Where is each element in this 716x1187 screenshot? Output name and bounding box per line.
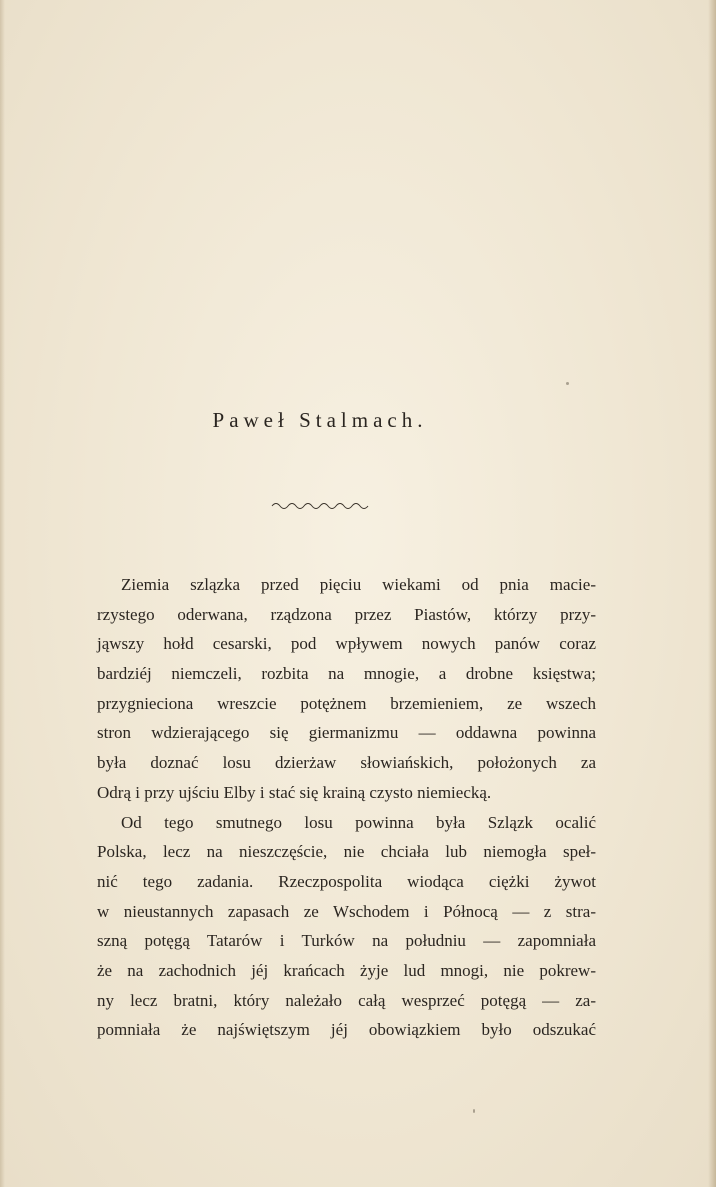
- text-line: pomniała że najświętszym jéj obowiązkiem było odszukać: [97, 1020, 596, 1040]
- text-line: bardziéj niemczeli, rozbita na mnogie, a drobne księstwa;: [97, 664, 596, 684]
- paper-speck: [566, 382, 569, 385]
- page-right-edge: [708, 0, 716, 1187]
- text-line: rzystego oderwana, rządzona przez Piastów, którzy przy-: [97, 604, 596, 624]
- wavy-line-ornament: [270, 499, 370, 513]
- text-line: Ziemia szlązka przed pięciu wiekami od pnia macie-: [121, 575, 596, 594]
- text-line: stron wdzierającego się giermanizmu — oddawna powinna: [97, 723, 596, 743]
- text-line: w nieustannych zapasach ze Wschodem i Północą — z stra-: [97, 901, 596, 921]
- text-line: Odrą i przy ujściu Elby i stać się krainą czysto niemiecką.: [97, 782, 492, 802]
- text-line: przygnieciona wreszcie potężnem brzemieniem, ze wszech: [97, 693, 596, 713]
- text-line: szną potęgą Tatarów i Turków na południu — zapomniała: [97, 931, 596, 951]
- text-line: nić tego zadania. Rzeczpospolita wiodąca ciężki żywot: [97, 871, 596, 891]
- paper-speck: [473, 1109, 475, 1113]
- chapter-title: Paweł Stalmach.: [212, 408, 428, 432]
- text-line: że na zachodnich jéj krańcach żyje lud mnogi, nie pokrew-: [97, 960, 596, 980]
- body-text: [97, 570, 596, 1045]
- text-line: była doznać losu dzierżaw słowiańskich, położonych za: [97, 753, 596, 773]
- text-line: Polska, lecz na nieszczęście, nie chciała lub niemogła speł-: [97, 842, 596, 862]
- text-line: jąwszy hołd cesarski, pod wpływem nowych panów coraz: [97, 634, 596, 654]
- page-left-edge: [0, 0, 5, 1187]
- text-line: Od tego smutnego losu powinna była Szlązk ocalić: [121, 812, 596, 832]
- text-line: ny lecz bratni, który należało całą wesprzeć potęgą — za-: [97, 990, 596, 1010]
